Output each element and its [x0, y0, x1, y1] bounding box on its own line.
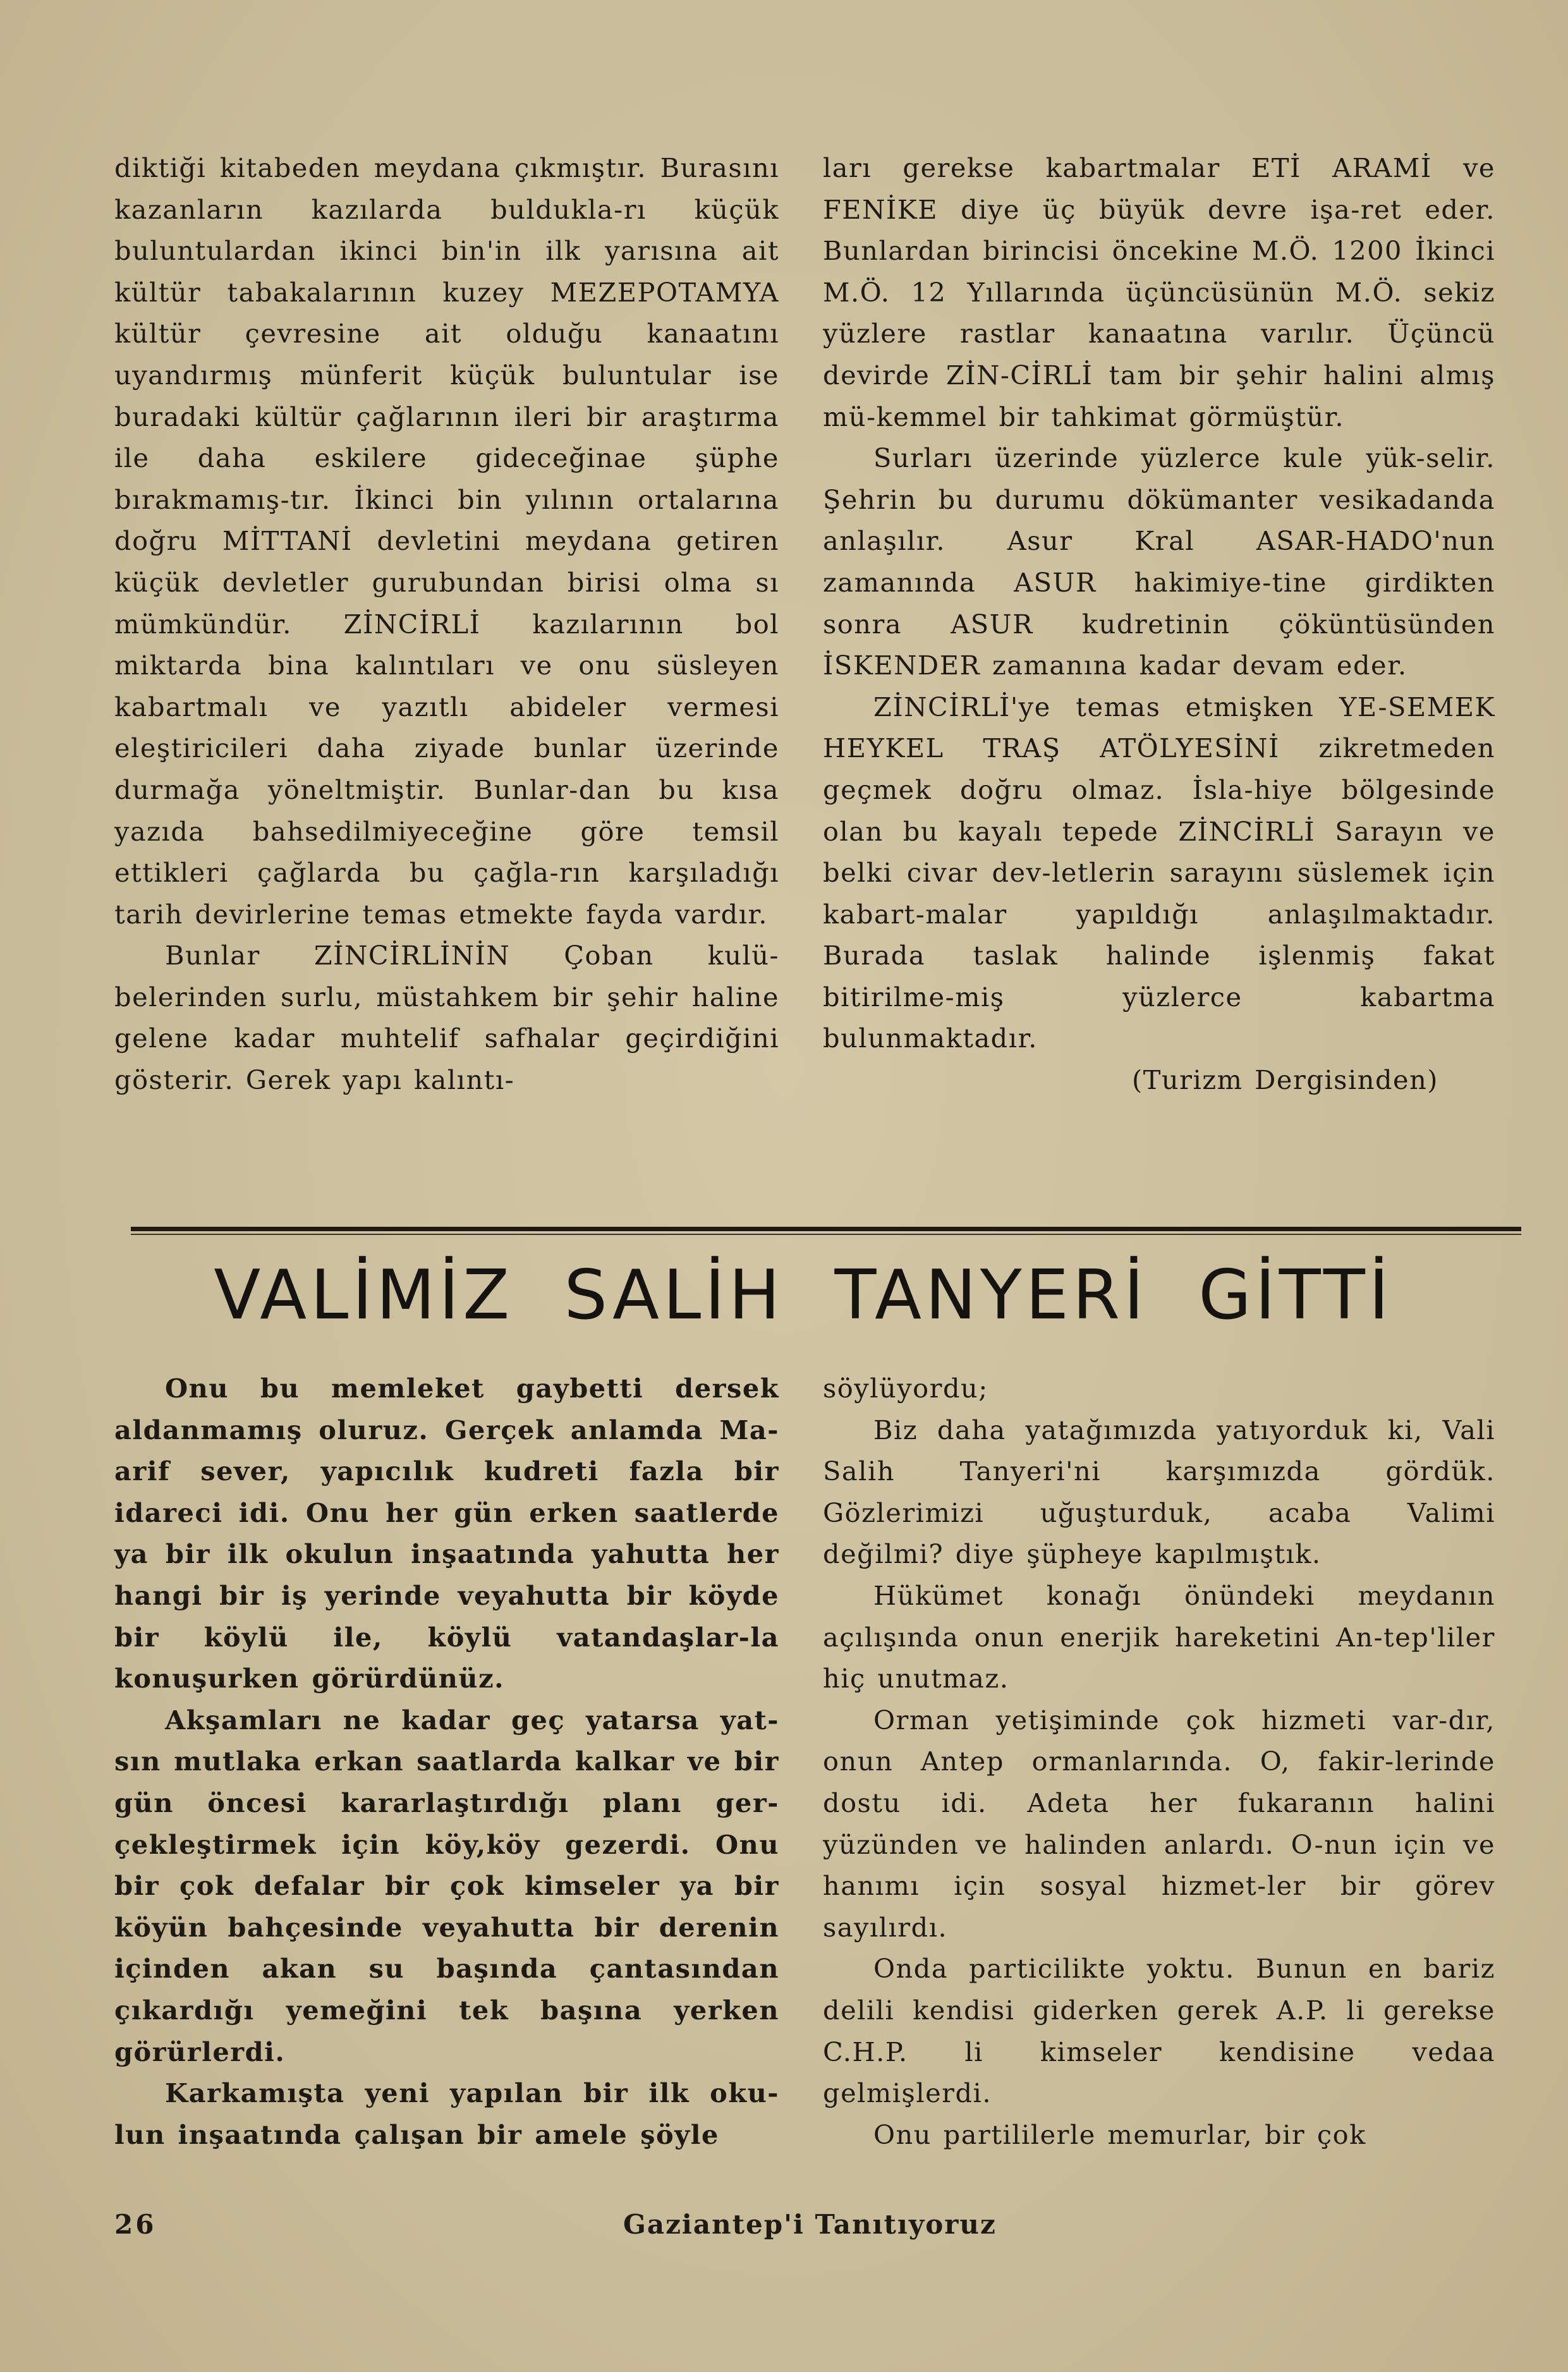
paragraph: söylüyordu;	[823, 1373, 988, 1404]
paragraph: Hükümet konağı önündeki meydanın açılışında onun enerjik hareketini An-tep'liler hiç unutmaz.	[823, 1579, 1495, 1694]
footer-title: Gaziantep'i Tanıtıyoruz	[623, 2209, 997, 2240]
paragraph: Karkamışta yeni yapılan bir ilk oku-lun inşaatında çalışan bir amele şöyle	[114, 2077, 779, 2150]
divider-rule-thin	[131, 1234, 1521, 1235]
paragraph: Akşamları ne kadar geç yatarsa yat-sın mutlaka erkan saatlarda kalkar ve bir gün öncesi kararlaştırdığı planı ger-çekleştirmek için köy,köy gezerdi. Onu bir çok defalar bir çok kimseler ya bir köyün bahçesinde veyahutta bir derenin içinden akan su başında çantasından çıkardığı yemeğini tek başına yerken görürlerdi.	[114, 1704, 779, 2067]
paragraph: Onu partililerle memurlar, bir çok	[873, 2119, 1366, 2150]
paragraph: diktiği kitabeden meydana çıkmıştır. Burasını kazanların kazılarda buldukla-rı küçük buluntulardan ikinci bin'in ilk yarısına ait kültür tabakalarının kuzey MEZEPOTAMYA kültür çevresine ait olduğu kanaatını uyandırmış münferit küçük buluntular ise buradaki kültür çağlarının ileri bir araştırma ile daha eskilere gideceğinae şüphe bırakmamış-tır. İkinci bin yılının ortalarına doğru MİTTANİ devletini meydana getiren küçük devletler gurubundan birisi olma sı mümkündür. ZİNCİRLİ kazılarının bol miktarda bina kalıntıları ve onu süsleyen kabartmalı ve yazıtlı abideler vermesi eleştiricileri daha ziyade bunlar üzerinde durmağa yöneltmiştir. Bunlar-dan bu kısa yazıda bahsedilmiyeceğine göre temsil ettikleri çağlarda bu çağla-rın karşıladığı tarih devirlerine temas etmekte fayda vardır.	[114, 152, 779, 930]
paragraph: Biz daha yatağımızda yatıyorduk ki, Vali Salih Tanyeri'ni karşımızda gördük. Gözlerimizi uğuşturduk, acaba Valimi değilmi? diye şüpheye kapılmıştık.	[823, 1414, 1495, 1570]
paragraph: ZİNCİRLİ'ye temas etmişken YE-SEMEK HEYKEL TRAŞ ATÖLYESİNİ zikretmeden geçmek doğru olmaz. İsla-hiye bölgesinde olan bu kayalı tepede ZİNCİRLİ Sarayın ve belki civar dev-letlerin sarayını süslemek için kabart-malar yapıldığı anlaşılmaktadır. Burada taslak halinde işlenmiş fakat bitirilme-miş yüzlerce kabartma bulunmaktadır.	[823, 691, 1495, 1054]
article1-left-column	[114, 147, 779, 1101]
page-number: 26	[114, 2209, 157, 2240]
paragraph: Surları üzerinde yüzlerce kule yük-selir. Şehrin bu durumu dökümanter vesikadanda anlaşılır. Asur Kral ASAR-HADO'nun zamanında ASUR hakimiye-tine girdikten sonra ASUR kudretinin çöküntüsünden İSKENDER zamanına kadar devam eder.	[823, 442, 1495, 681]
paragraph: Bunlar ZİNCİRLİNİN Çoban kulü-belerinden surlu, müstahkem bir şehir haline gelene kadar muhtelif safhalar geçirdiğini gösterir. Gerek yapı kalıntı-	[114, 940, 779, 1096]
paragraph: Onda particilikte yoktu. Bunun en bariz delili kendisi giderken gerek A.P. li gerekse C.H.P. li kimseler kendisine vedaa gelmişlerdi.	[823, 1953, 1495, 2109]
article2-right-column	[823, 1368, 1495, 2155]
paragraph: ları gerekse kabartmalar ETİ ARAMİ ve FENİKE diye üç büyük devre işa-ret eder. Bunlardan birincisi öncekine M.Ö. 1200 İkinci M.Ö. 12 Yıllarında üçüncüsünün M.Ö. sekiz yüzlere rastlar kanaatına varılır. Üçüncü devirde ZİN-CİRLİ tam bir şehir halini almış mü-kemmel bir tahkimat görmüştür.	[823, 152, 1495, 432]
article1-right-column	[823, 147, 1495, 1101]
headline: VALİMİZ SALİH TANYERİ GİTTİ	[214, 1256, 1393, 1335]
source-credit: (Turizm Dergisinden)	[1132, 1064, 1438, 1096]
page-footer	[114, 2209, 1505, 2247]
article2-left-column	[114, 1368, 779, 2155]
paragraph: Onu bu memleket gaybetti dersek aldanmamış oluruz. Gerçek anlamda Ma-arif sever, yapıcılık kudreti fazla bir idareci idi. Onu her gün erken saatlerde ya bir ilk okulun inşaatında yahutta her hangi bir iş yerinde veyahutta bir köyde bir köylü ile, köylü vatandaşlar-la konuşurken görürdünüz.	[114, 1373, 779, 1694]
paragraph: Orman yetişiminde çok hizmeti var-dır, onun Antep ormanlarında. O, fakir-lerinde dostu idi. Adeta her fukaranın halini yüzünden ve halinden anlardı. O-nun için ve hanımı için sosyal hizmet-ler bir görev sayılırdı.	[823, 1704, 1495, 1943]
divider-rule	[131, 1227, 1521, 1231]
